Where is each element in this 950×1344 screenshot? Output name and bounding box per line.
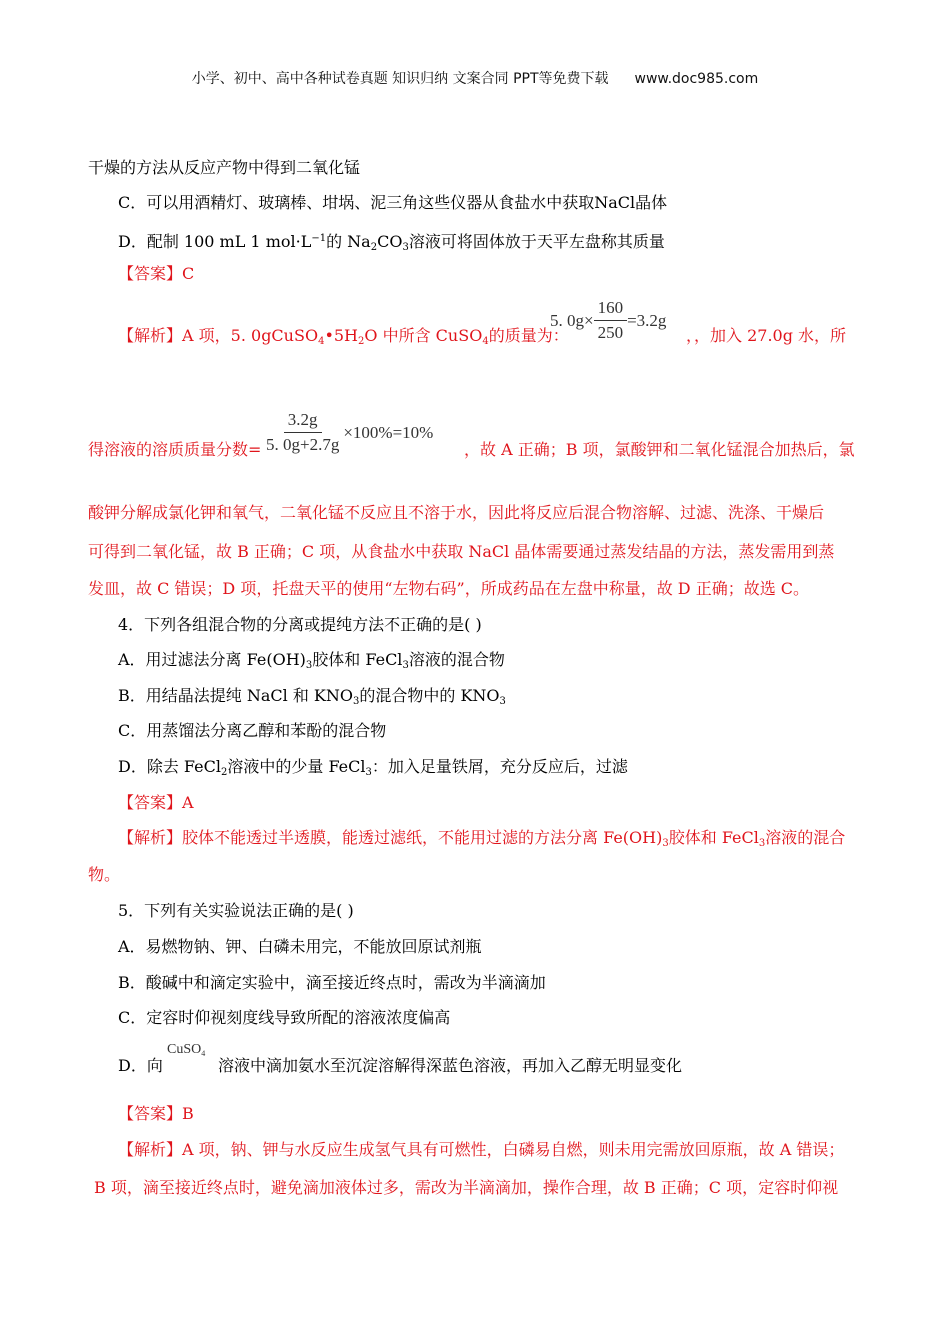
q5-option-b: B．酸碱中和滴定实验中，滴至接近终点时，需改为半滴滴加 [118, 973, 546, 992]
equation-mass: 5. 0g× $\frac{160}{250}$ =3.2g [550, 298, 667, 342]
q3-analysis-line3: 酸钾分解成氯化钾和氧气，二氧化锰不反应且不溶于水，因此将反应后混合物溶解、过滤、洗涤、干燥后 [88, 503, 825, 522]
q4-option-b: B．用结晶法提纯 NaCl 和 $KNO_3$的混合物中的 $KNO_3$ [118, 686, 506, 707]
q5-option-d-rest: 溶液中滴加氨水至沉淀溶解得深蓝色溶液，再加入乙醇无明显变化 [218, 1056, 683, 1075]
q4-option-a: A．用过滤法分离 $Fe(OH)_3$胶体和 FeCl$_3$溶液的混合物 [118, 650, 505, 671]
q3-continuation: 干燥的方法从反应产物中得到二氧化锰 [88, 158, 361, 177]
cuso4-formula: CuSO$_4$ [167, 1042, 206, 1058]
q3-analysis-line5: 发皿，故 C 错误；D 项，托盘天平的使用“左物右码”，所成药品在左盘中称量，故 D 正确；故选 C。 [88, 579, 810, 598]
q3-option-c: C．可以用酒精灯、玻璃棒、坩埚、泥三角这些仪器从食盐水中获取NaCl晶体 [118, 193, 668, 212]
q5-option-c: C．定容时仰视刻度线导致所配的溶液浓度偏高 [118, 1008, 451, 1027]
q5-analysis-line1: 【解析】A 项，钠、钾与水反应生成氢气具有可燃性，白磷易自燃，则未用完需放回原瓶，故 A 错误； [118, 1140, 845, 1159]
q4-stem: 4．下列各组混合物的分离或提纯方法不正确的是( ) [118, 615, 482, 634]
q3-analysis-line2-tail: ，故 A 正确；B 项，氯酸钾和二氧化锰混合加热后，氯 [464, 440, 855, 459]
q5-option-a: A．易燃物钠、钾、白磷未用完，不能放回原试剂瓶 [118, 937, 482, 956]
q4-analysis-line2: 物。 [88, 865, 121, 884]
page-header [0, 68, 950, 88]
q3-analysis-line1-tail: ，，加入 27.0g 水，所 [686, 326, 847, 345]
header-text: 小学、初中、高中各种试卷真题 知识归纳 文案合同 PPT等免费下载 [191, 71, 609, 87]
q3-analysis-line4: 可得到二氧化锰，故 B 正确；C 项，从食盐水中获取 NaCl 晶体需要通过蒸发结晶的方法，蒸发需用到蒸 [88, 542, 835, 561]
q5-answer: 【答案】B [118, 1104, 194, 1123]
q4-option-d: D．除去 FeCl$_2$溶液中的少量 FeCl$_3$：加入足量铁屑，充分反应后，过滤 [118, 757, 628, 778]
q3-analysis-line1: 【解析】A 项，5. $0gCuSO_4•5H_2O$ 中所含 CuSO$_4$的质量为： [118, 326, 569, 347]
header-url[interactable]: www.doc985.com [634, 71, 759, 87]
q3-option-d: D．配制 100 mL 1 $mol\cdot L^{-1}$的 $Na_2CO_3$溶液可将固体放于天平左盘称其质量 [118, 232, 665, 253]
q5-stem: 5．下列有关实验说法正确的是( ) [118, 901, 354, 920]
q3-analysis-line2: 得溶液的溶质质量分数= [88, 440, 262, 459]
q4-answer: 【答案】A [118, 793, 194, 812]
q5-option-d-prefix: D．向 [118, 1056, 163, 1075]
equation-fraction: $\frac{3.2g}{5. 0g+2.7g}$ ×100%=10% [266, 410, 434, 454]
q5-analysis-line2: B 项，滴至接近终点时，避免滴加液体过多，需改为半滴滴加，操作合理，故 B 正确；C 项，定容时仰视 [94, 1178, 839, 1197]
q4-option-c: C．用蒸馏法分离乙醇和苯酚的混合物 [118, 721, 387, 740]
q3-answer: 【答案】C [118, 264, 195, 283]
q4-analysis-line1: 【解析】胶体不能透过半透膜，能透过滤纸，不能用过滤的方法分离 $Fe(OH)_3$胶体和 FeCl$_3$溶液的混合 [118, 828, 846, 849]
